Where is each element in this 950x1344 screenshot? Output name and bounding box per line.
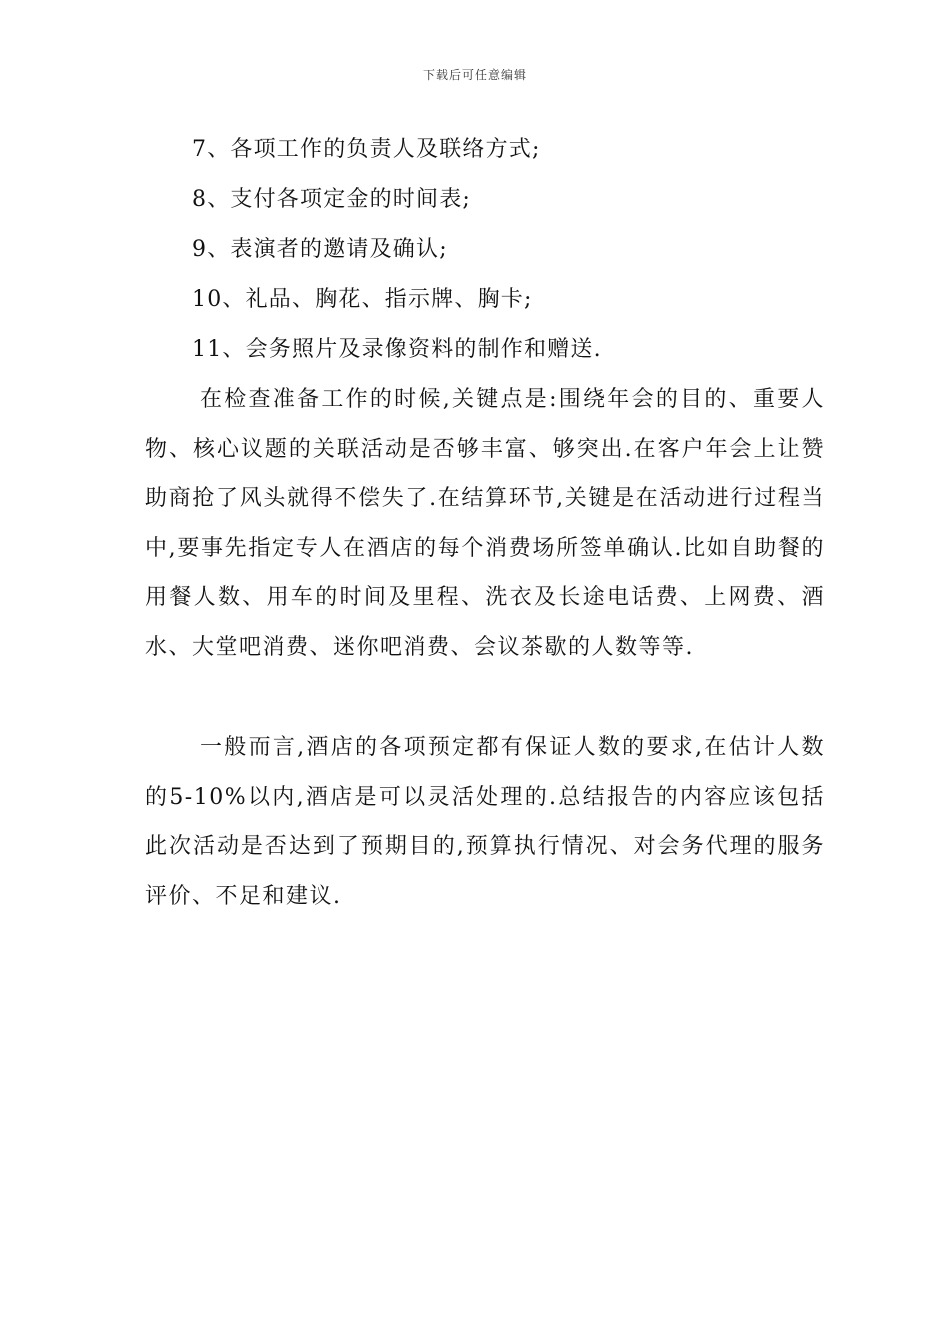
paragraph-preparation-check: 在检查准备工作的时候,关键点是:围绕年会的目的、重要人物、核心议题的关联活动是否够丰富、够突出.在客户年会上让赞助商抢了风头就得不偿失了.在结算环节,关键是在活动进行过程当中,要事先指定专人在酒店的每个消费场所签单确认.比如自助餐的用餐人数、用车的时间及里程、洗衣及长途电话费、上网费、酒水、大堂吧消费、迷你吧消费、会议茶歇的人数等等. bbox=[145, 387, 825, 660]
list-item: 11、会务照片及录像资料的制作和赠送. bbox=[192, 337, 602, 362]
list-item: 9、表演者的邀请及确认; bbox=[192, 237, 448, 262]
list-item: 8、支付各项定金的时间表; bbox=[192, 187, 472, 212]
list-item: 10、礼品、胸花、指示牌、胸卡; bbox=[192, 287, 533, 312]
checklist bbox=[192, 128, 602, 378]
paragraph-summary-report: 一般而言,酒店的各项预定都有保证人数的要求,在估计人数的5-10%以内,酒店是可以灵活处理的.总结报告的内容应该包括此次活动是否达到了预期目的,预算执行情况、对会务代理的服务评价、不足和建议. bbox=[145, 735, 825, 909]
list-item: 7、各项工作的负责人及联络方式; bbox=[192, 137, 541, 162]
header-note: 下载后可任意编辑 bbox=[422, 68, 527, 82]
